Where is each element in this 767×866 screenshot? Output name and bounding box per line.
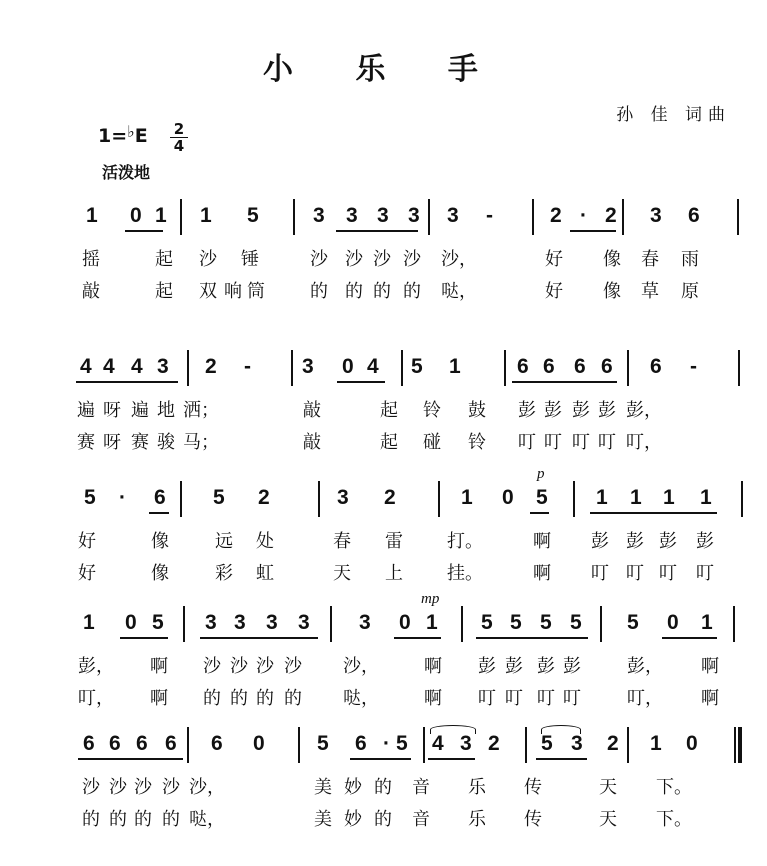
note: 3 [234,611,246,634]
lyric-syllable: 洒； [183,400,219,421]
barline [291,350,293,386]
barline [733,606,735,642]
lyric-syllable: 的 [374,777,392,798]
note: 5 [84,486,96,509]
lyric-syllable: 春 [333,531,351,552]
lyrics-verse-2 [0,805,767,833]
lyric-syllable: 筒 [247,281,265,302]
lyric-syllable: 哒， [189,809,225,830]
note: 0 [667,611,679,634]
lyric-syllable: 鼓 [468,400,486,421]
note: 3 [447,204,459,227]
barline [622,199,624,235]
underline-beam [76,381,178,383]
lyric-syllable: 沙 [310,249,328,270]
lyric-syllable: 起 [380,400,398,421]
tie-slur [541,725,581,734]
barline [180,199,182,235]
note: 0 [502,486,514,509]
lyric-syllable: 叮， [627,688,663,709]
barline [461,606,463,642]
lyric-syllable: 沙 [199,249,217,270]
note: 5 [541,732,553,755]
lyric-syllable: 叮 [544,432,562,453]
lyric-syllable: 起 [380,432,398,453]
lyric-syllable: 沙， [343,656,379,677]
note: 6 [688,204,700,227]
lyric-syllable: 虹 [256,563,274,584]
lyric-syllable: 像 [151,563,169,584]
note: · [119,486,126,509]
note: 4 [103,355,115,378]
underline-beam [570,230,616,232]
note: 1 [596,486,608,509]
note: · [580,204,587,227]
lyric-syllable: 叮 [478,688,496,709]
lyric-syllable: 沙 [230,656,248,677]
note: 1 [426,611,438,634]
note: 1 [650,732,662,755]
note: 1 [701,611,713,634]
lyric-syllable: 的 [374,809,392,830]
lyric-syllable: 彭 [626,531,644,552]
lyric-syllable: 沙 [109,777,127,798]
note: 0 [342,355,354,378]
note: 3 [313,204,325,227]
note: 6 [517,355,529,378]
note: 3 [460,732,472,755]
note: 1 [663,486,675,509]
note: 5 [510,611,522,634]
underline-beam [149,512,169,514]
lyric-syllable: 春 [641,249,659,270]
lyric-syllable: 的 [82,809,100,830]
lyric-syllable: 乐 [468,809,486,830]
note: 4 [80,355,92,378]
lyric-syllable: 天 [333,563,351,584]
barline [318,481,320,517]
lyric-syllable: 叮 [598,432,616,453]
tie-slur [430,725,476,734]
lyric-syllable: 的 [345,281,363,302]
lyrics-verse-1 [0,396,767,424]
lyric-syllable: 双 [199,281,217,302]
lyric-syllable: 传 [524,777,542,798]
author-credit: 孙 佳 词曲 [616,105,731,125]
lyric-syllable: 原 [681,281,699,302]
barline [627,727,629,763]
note: 2 [258,486,270,509]
note: 5 [396,732,408,755]
lyric-syllable: 哒， [343,688,379,709]
lyric-syllable: 沙 [82,777,100,798]
lyric-syllable: 像 [151,531,169,552]
lyric-syllable: 音 [412,777,430,798]
barline [737,199,739,235]
lyric-syllable: 沙 [403,249,421,270]
lyric-syllable: 草 [641,281,659,302]
note: 1 [155,204,167,227]
lyric-syllable: 骏 [157,432,175,453]
time-signature [170,121,188,154]
underline-beam [476,637,588,639]
note: - [244,355,251,378]
lyrics-verse-2 [0,559,767,587]
lyric-syllable: 雨 [681,249,699,270]
note: 3 [408,204,420,227]
underline-beam [350,758,411,760]
lyric-syllable: 碰 [423,432,441,453]
barline [525,727,527,763]
lyric-syllable: 好 [545,249,563,270]
note: 6 [543,355,555,378]
lyric-syllable: 彭 [659,531,677,552]
note: 5 [411,355,423,378]
note: 1 [700,486,712,509]
note: 5 [570,611,582,634]
lyric-syllable: 挂。 [447,563,483,584]
note: 4 [432,732,444,755]
lyric-syllable: 彭 [505,656,523,677]
barline [738,350,740,386]
lyric-syllable: 呀 [103,432,121,453]
lyrics-verse-2 [0,428,767,456]
lyric-syllable: 彭 [598,400,616,421]
lyric-syllable: 铃 [423,400,441,421]
lyric-syllable: 的 [284,688,302,709]
lyric-syllable: 啊 [424,656,442,677]
underline-beam [662,637,717,639]
barline [187,350,189,386]
note: 2 [205,355,217,378]
lyric-syllable: 处 [256,531,274,552]
score-system [0,733,767,843]
lyric-syllable: 起 [155,281,173,302]
lyric-syllable: 的 [134,809,152,830]
lyrics-verse-1 [0,245,767,273]
lyric-syllable: 乐 [468,777,486,798]
lyric-syllable: 彭 [544,400,562,421]
lyric-syllable: 的 [203,688,221,709]
lyric-syllable: 的 [403,281,421,302]
score-system [0,205,767,315]
note: 5 [627,611,639,634]
lyric-syllable: 响 [224,281,242,302]
lyric-syllable: 天 [599,777,617,798]
lyric-syllable: 铃 [468,432,486,453]
lyric-syllable: 好 [78,531,96,552]
underline-beam [337,381,385,383]
lyric-syllable: 打。 [447,531,483,552]
lyric-syllable: 彭， [627,656,663,677]
lyric-syllable: 遍 [131,400,149,421]
lyric-syllable: 沙 [203,656,221,677]
note: 3 [346,204,358,227]
underline-beam [78,758,183,760]
lyric-syllable: 摇 [82,249,100,270]
lyric-syllable: 妙 [344,809,362,830]
note: 0 [253,732,265,755]
underline-beam [336,230,418,232]
lyric-syllable: 美 [314,777,332,798]
note: 5 [536,486,548,509]
barline [504,350,506,386]
note: 6 [83,732,95,755]
lyric-syllable: 好 [545,281,563,302]
barline [401,350,403,386]
lyric-syllable: 彭 [591,531,609,552]
lyric-syllable: 沙 [373,249,391,270]
note: 1 [86,204,98,227]
note: 6 [211,732,223,755]
note: 1 [83,611,95,634]
lyric-syllable: 叮 [563,688,581,709]
lyric-syllable: 沙 [134,777,152,798]
note: 6 [165,732,177,755]
barline [428,199,430,235]
underline-beam [428,758,475,760]
lyric-syllable: 啊 [533,531,551,552]
score-system [0,356,767,466]
dynamic-p: p [537,466,545,482]
note: 3 [157,355,169,378]
lyric-syllable: 啊 [701,688,719,709]
flat-sign: ♭ [127,122,135,141]
lyric-syllable: 传 [524,809,542,830]
note: 6 [650,355,662,378]
note: 5 [481,611,493,634]
note: 3 [298,611,310,634]
lyric-syllable: 好 [78,563,96,584]
note: 0 [399,611,411,634]
lyric-syllable: 像 [603,281,621,302]
lyric-syllable: 的 [310,281,328,302]
lyrics-verse-1 [0,652,767,680]
note: 3 [205,611,217,634]
lyric-syllable: 叮， [78,688,114,709]
lyrics-verse-1 [0,773,767,801]
lyric-syllable: 彭， [78,656,114,677]
lyric-syllable: 马； [183,432,219,453]
lyric-syllable: 的 [230,688,248,709]
barline [187,727,189,763]
lyric-syllable: 啊 [150,688,168,709]
lyric-syllable: 上 [385,563,403,584]
note: 0 [686,732,698,755]
lyric-syllable: 敲 [82,281,100,302]
lyric-syllable: 天 [599,809,617,830]
lyric-syllable: 彭 [563,656,581,677]
note: 6 [601,355,613,378]
lyric-syllable: 赛 [131,432,149,453]
lyric-syllable: 下。 [656,809,692,830]
note: 1 [461,486,473,509]
lyric-syllable: 呀 [103,400,121,421]
underline-beam [120,637,168,639]
lyric-syllable: 妙 [344,777,362,798]
lyric-syllable: 彭 [478,656,496,677]
note: 3 [571,732,583,755]
lyric-syllable: 的 [373,281,391,302]
note: 3 [337,486,349,509]
barline [330,606,332,642]
lyric-syllable: 的 [256,688,274,709]
note: · [383,732,390,755]
lyric-syllable: 叮 [537,688,555,709]
barline [741,481,743,517]
note: 6 [154,486,166,509]
note: 4 [367,355,379,378]
underline-beam [530,512,549,514]
score-system [0,612,767,722]
note: 1 [630,486,642,509]
lyric-syllable: 下。 [656,777,692,798]
note: 3 [302,355,314,378]
lyric-syllable: 的 [109,809,127,830]
underline-beam [512,381,617,383]
note: 3 [650,204,662,227]
lyrics-verse-2 [0,684,767,712]
lyric-syllable: 锤 [241,249,259,270]
note: 6 [136,732,148,755]
lyric-syllable: 沙 [284,656,302,677]
lyric-syllable: 叮 [626,563,644,584]
lyrics-verse-1 [0,527,767,555]
lyric-syllable: 叮， [626,432,662,453]
note: 2 [550,204,562,227]
lyric-syllable: 叮 [518,432,536,453]
lyric-syllable: 地 [157,400,175,421]
note: 5 [317,732,329,755]
note: 2 [607,732,619,755]
note: - [690,355,697,378]
lyric-syllable: 彭 [518,400,536,421]
lyric-syllable: 赛 [77,432,95,453]
lyric-syllable: 美 [314,809,332,830]
lyric-syllable: 敲 [303,432,321,453]
underline-beam [125,230,163,232]
note: 0 [130,204,142,227]
note: 1 [200,204,212,227]
note: 5 [213,486,225,509]
lyric-syllable: 彭 [537,656,555,677]
lyric-syllable: 彭 [696,531,714,552]
lyric-syllable: 的 [162,809,180,830]
key-signature: 1=♭E [98,122,148,147]
barline [298,727,300,763]
note: 1 [449,355,461,378]
note: 0 [125,611,137,634]
lyric-syllable: 沙， [189,777,225,798]
barline [627,350,629,386]
lyric-syllable: 沙 [256,656,274,677]
lyric-syllable: 沙， [441,249,477,270]
lyric-syllable: 哒， [441,281,477,302]
barline [183,606,185,642]
barline [573,481,575,517]
lyric-syllable: 雷 [385,531,403,552]
barline [734,727,736,763]
lyric-syllable: 音 [412,809,430,830]
lyric-syllable: 敲 [303,400,321,421]
underline-beam [394,637,441,639]
barline [180,481,182,517]
lyric-syllable: 叮 [505,688,523,709]
lyric-syllable: 啊 [533,563,551,584]
barline [438,481,440,517]
lyric-syllable: 沙 [162,777,180,798]
underline-beam [590,512,717,514]
note: 6 [355,732,367,755]
note: 5 [540,611,552,634]
underline-beam [200,637,318,639]
note: 6 [109,732,121,755]
dynamic-mp: mp [421,591,440,607]
lyric-syllable: 遍 [77,400,95,421]
lyric-syllable: 远 [215,531,233,552]
score-system [0,487,767,597]
note: 2 [488,732,500,755]
lyric-syllable: 啊 [424,688,442,709]
note: 3 [266,611,278,634]
note: 4 [131,355,143,378]
note: 3 [359,611,371,634]
lyric-syllable: 叮 [591,563,609,584]
tempo-marking: 活泼地 [102,163,151,182]
lyric-syllable: 叮 [659,563,677,584]
note: 5 [247,204,259,227]
lyric-syllable: 啊 [150,656,168,677]
note: 3 [377,204,389,227]
lyric-syllable: 沙 [345,249,363,270]
lyric-syllable: 彭， [626,400,662,421]
underline-beam [536,758,587,760]
barline [293,199,295,235]
final-barline [738,727,742,763]
barline [423,727,425,763]
note: 2 [605,204,617,227]
note: 5 [152,611,164,634]
lyric-syllable: 啊 [701,656,719,677]
barline [600,606,602,642]
note: - [486,204,493,227]
lyric-syllable: 起 [155,249,173,270]
note: 6 [574,355,586,378]
barline [532,199,534,235]
lyric-syllable: 叮 [572,432,590,453]
lyric-syllable: 彩 [215,563,233,584]
meter-bottom: 4 [170,137,188,154]
lyrics-verse-2 [0,277,767,305]
lyric-syllable: 彭 [572,400,590,421]
note: 2 [384,486,396,509]
lyric-syllable: 像 [603,249,621,270]
song-title: 小 乐 手 [263,52,504,87]
lyric-syllable: 叮 [696,563,714,584]
meter-top: 2 [173,120,185,138]
